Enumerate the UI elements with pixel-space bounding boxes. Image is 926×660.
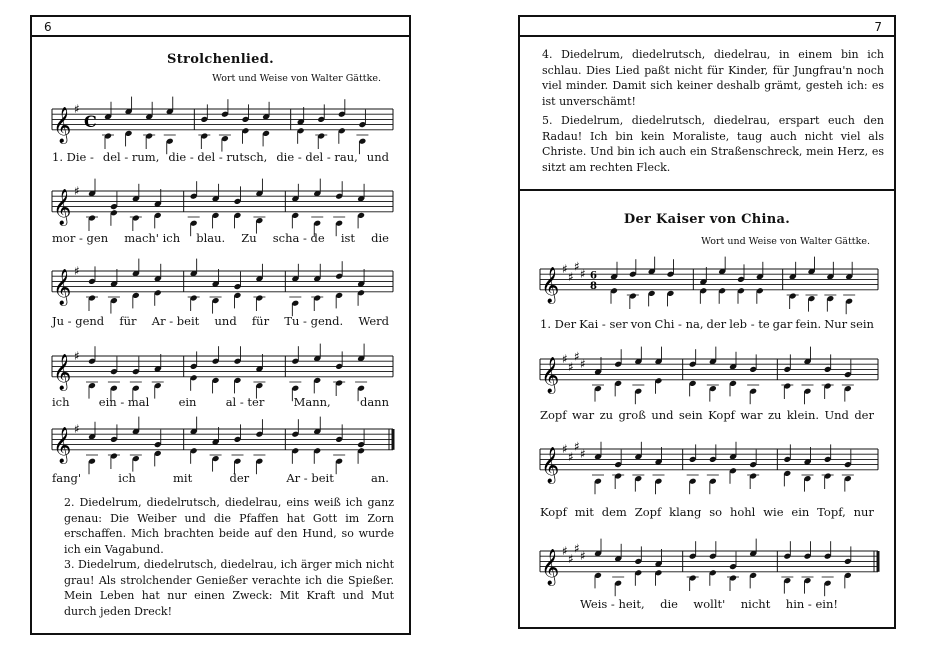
lyric-word: Mann, <box>293 395 331 409</box>
lyric-word: für <box>119 314 137 328</box>
lyric-line <box>52 314 389 328</box>
sharp-icon: ♯ <box>562 442 568 456</box>
lyric-word: war <box>571 408 595 422</box>
lyric-word: an. <box>371 471 389 485</box>
lyric-word: Zopf <box>540 408 567 422</box>
sharp-icon: ♯ <box>574 259 580 274</box>
sharp-icon: ♯ <box>568 449 574 464</box>
lyric-word: die <box>371 231 389 245</box>
lyric-word: al - ter <box>225 395 265 409</box>
lyric-word: die <box>660 597 678 611</box>
section-divider <box>520 189 894 191</box>
lyric-word: mach' ich <box>124 231 181 245</box>
song-credit: Wort und Weise von Walter Gättke. <box>701 236 870 247</box>
lyric-word: nicht <box>740 597 771 611</box>
lyric-word: Ar - beit <box>286 471 334 485</box>
lyric-word: der <box>854 408 874 422</box>
lyric-word: nur <box>853 505 874 519</box>
lyric-word: so <box>709 505 723 519</box>
lyric-word: mor - gen <box>52 231 109 245</box>
lyric-word: dann <box>359 395 389 409</box>
sharp-icon: ♯ <box>74 102 80 116</box>
lyric-word: Ar - beit <box>151 314 200 328</box>
lyric-word: Kopf <box>708 408 735 422</box>
lyric-word: und <box>214 314 237 328</box>
sharp-icon: ♯ <box>580 447 586 462</box>
lyric-word: war <box>740 408 763 422</box>
song-credit: Wort und Weise von Walter Gättke. <box>212 73 381 84</box>
notes <box>86 179 365 237</box>
treble-clef-icon: 𝄞 <box>541 266 560 303</box>
song-title: Strolchenlied. <box>167 52 274 67</box>
sharp-icon: ♯ <box>568 359 574 374</box>
lyric-word: ich <box>52 395 70 409</box>
notes <box>86 259 365 317</box>
lyric-word: ein - mal <box>98 395 150 409</box>
sharp-icon: ♯ <box>74 184 80 198</box>
lyric-word: und <box>651 408 674 422</box>
left-page <box>30 15 411 635</box>
lyric-word: klein. <box>786 408 820 422</box>
song-title: Der Kaiser von China. <box>623 212 791 227</box>
verse-2: 2. Diedelrum, diedelrutsch, diedelrau, eins weiß ich ganz genau: Die Weiber und die Pfaffen hat Gott im Zorn erschaffen. Mich brachten beide auf den Hund, so wurde ich ein Vagabund. <box>64 496 394 556</box>
lyric-word: Chi - na, <box>654 317 704 331</box>
treble-clef-icon: 𝄞 <box>53 353 72 390</box>
lyric-word: fang' <box>52 471 82 485</box>
svg-text:6: 6 <box>590 270 597 282</box>
lyric-word: Ju - gend <box>52 314 105 328</box>
treble-clef-icon: 𝄞 <box>541 356 560 393</box>
treble-clef-icon: 𝄞 <box>53 106 72 143</box>
lyric-word: Und <box>824 408 849 422</box>
lyric-word: sein <box>678 408 703 422</box>
lyric-word: ein <box>791 505 810 519</box>
sharp-icon: ♯ <box>574 349 580 364</box>
music-staff <box>520 537 894 585</box>
treble-clef-icon: 𝄞 <box>541 548 560 585</box>
lyric-word: Tu - gend. <box>284 314 344 328</box>
lyric-word: Kopf <box>540 505 567 519</box>
sharp-icon: ♯ <box>568 269 574 284</box>
lyric-word: hin - ein! <box>785 597 838 611</box>
lyric-word: dem <box>601 505 627 519</box>
lyric-word: wie <box>763 505 784 519</box>
treble-clef-icon: 𝄞 <box>53 268 72 305</box>
sharp-icon: ♯ <box>580 267 586 282</box>
lyric-line <box>52 231 389 245</box>
lyric-word: der <box>706 317 727 331</box>
notes <box>610 257 855 315</box>
music-staff <box>32 342 409 390</box>
lyric-word: Zopf <box>634 505 662 519</box>
treble-clef-icon: 𝄞 <box>541 446 560 483</box>
right-page <box>518 15 896 629</box>
svg-text:8: 8 <box>590 280 597 292</box>
verse-4: 4. Diedelrum, diedelrutsch, diedelrau, in einem bin ich schlau. Dies Lied paßt nicht für Kinder, für Jungfrau'n noch viel minder. Damit sich keiner deshalb grämt, gesteh ich: es ist unverschämt! <box>542 48 884 108</box>
header-rule <box>520 35 894 37</box>
lyric-word: klang <box>669 505 702 519</box>
lyric-word: ist <box>340 231 356 245</box>
lyric-word: die - del - rutsch, <box>168 150 268 164</box>
lyric-word: fein. <box>795 317 822 331</box>
lyric-word: Kai - ser <box>579 317 628 331</box>
treble-clef-icon: 𝄞 <box>53 188 72 225</box>
notes <box>592 442 854 494</box>
lyric-word: Werd <box>358 314 389 328</box>
notes <box>594 539 852 597</box>
verse-3: 3. Diedelrum, diedelrutsch, diedelrau, ich ärger mich nicht grau! Als strolchender Genießer verachte ich die Spießer. Mein Leben hat nur einen Zweck: Mit Kraft und Mut durch jeden Dreck! <box>64 558 394 618</box>
music-staff <box>32 415 409 463</box>
lyric-word: Zu <box>241 231 257 245</box>
lyric-word: mit <box>173 471 193 485</box>
sharp-icon: ♯ <box>580 549 586 564</box>
lyric-word: gar <box>772 317 793 331</box>
time-signature <box>590 270 597 291</box>
header-rule <box>32 35 409 37</box>
lyric-word: wollt' <box>693 597 726 611</box>
lyric-line <box>540 505 874 519</box>
sharp-icon: ♯ <box>562 544 568 558</box>
sharp-icon: ♯ <box>574 541 580 556</box>
sharp-icon: ♯ <box>568 551 574 566</box>
page-number: 7 <box>874 20 882 34</box>
lyric-line <box>540 408 874 422</box>
lyric-word: von <box>630 317 652 331</box>
lyric-word: 1. Die - <box>52 150 94 164</box>
lyric-line <box>540 317 874 331</box>
music-staff <box>32 95 409 143</box>
lyric-word: und <box>366 150 389 164</box>
sharp-icon: ♯ <box>562 352 568 366</box>
lyric-word: scha - de <box>272 231 325 245</box>
page-number: 6 <box>44 20 52 34</box>
sharp-icon: ♯ <box>74 422 80 436</box>
notes <box>102 97 368 155</box>
lyric-line <box>52 471 389 485</box>
lyric-word: 1. Der <box>540 317 577 331</box>
lyric-line <box>580 597 838 611</box>
music-staff <box>32 177 409 225</box>
lyric-word: mit <box>574 505 594 519</box>
lyric-word: ein <box>178 395 197 409</box>
music-staff <box>520 255 894 303</box>
music-staff <box>32 257 409 305</box>
lyric-word: der <box>229 471 250 485</box>
lyric-word: zu <box>767 408 782 422</box>
lyric-word: groß <box>618 408 646 422</box>
notes <box>86 344 367 402</box>
lyric-word: Nur <box>824 317 848 331</box>
music-staff <box>520 345 894 393</box>
svg-text:C: C <box>84 112 97 132</box>
lyric-word: Weis - heit, <box>580 597 645 611</box>
sharp-icon: ♯ <box>562 262 568 276</box>
sharp-icon: ♯ <box>74 349 80 363</box>
notes <box>86 417 365 475</box>
lyric-line <box>52 150 389 164</box>
verse-5: 5. Diedelrum, diedelrutsch, diedelrau, erspart euch den Radau! Ich bin kein Moraliste, taug auch nicht viel als Christe. Und bin ich auch ein Straßenschreck, mein Herz, es sitzt am rechten Fleck. <box>542 114 884 174</box>
sharp-icon: ♯ <box>580 357 586 372</box>
lyric-word: für <box>251 314 270 328</box>
lyric-word: zu <box>599 408 614 422</box>
lyric-line <box>52 395 389 409</box>
lyric-word: leb - te <box>729 317 770 331</box>
lyric-word: blau. <box>196 231 226 245</box>
sharp-icon: ♯ <box>574 439 580 454</box>
lyric-word: hohl <box>729 505 756 519</box>
music-staff <box>520 435 894 483</box>
lyric-word: sein <box>850 317 874 331</box>
sharp-icon: ♯ <box>74 264 80 278</box>
lyric-word: Topf, <box>817 505 846 519</box>
lyric-word: die - del - rau, <box>276 150 358 164</box>
lyric-word: ich <box>118 471 136 485</box>
notes <box>592 347 854 405</box>
lyric-word: del - rum, <box>102 150 160 164</box>
time-signature <box>84 112 97 131</box>
treble-clef-icon: 𝄞 <box>53 426 72 463</box>
